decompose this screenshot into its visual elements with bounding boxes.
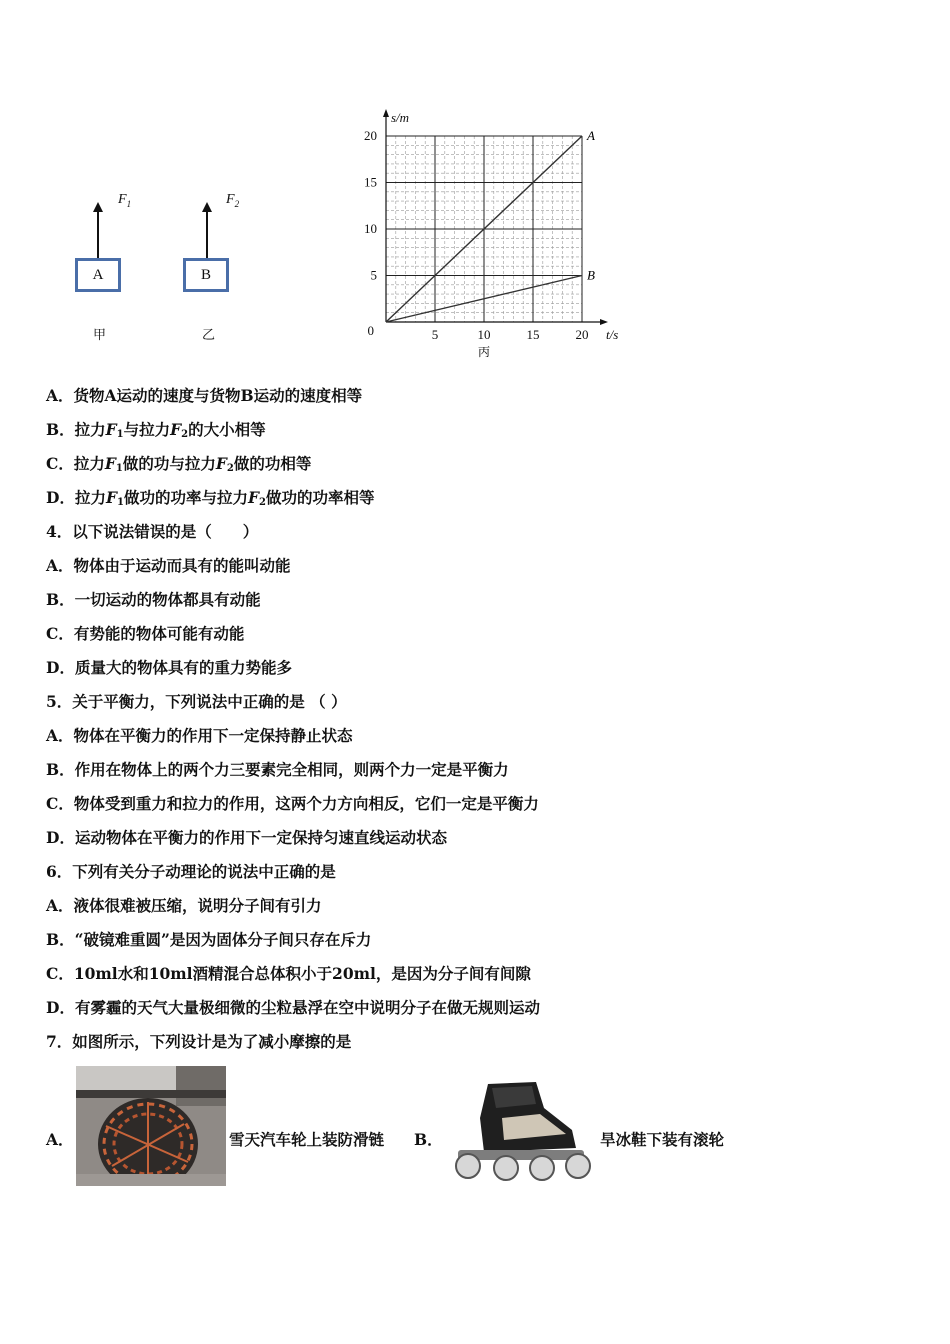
y-tick-label: 10 bbox=[364, 221, 377, 236]
series-label-b: B bbox=[587, 267, 595, 283]
q6-stem: 6．下列有关分子动理论的说法中正确的是 bbox=[46, 862, 336, 881]
q6-option-b: B．“破镜难重圆”是因为固体分子间只存在斥力 bbox=[46, 930, 372, 949]
force-label-f2: $F_2$ bbox=[226, 192, 240, 209]
y-tick-label: 5 bbox=[370, 267, 377, 283]
q4-option-a: A．物体由于运动而具有的能叫动能 bbox=[46, 556, 291, 575]
snow-chain-tire-photo bbox=[76, 1066, 226, 1186]
y-axis-label: s/m bbox=[391, 110, 410, 125]
series-label-a: A bbox=[587, 128, 595, 143]
q3-option-d: D．拉力$F_1$做功的功率与拉力$F_2$做功的功率相等 bbox=[46, 488, 375, 508]
y-tick-label: 20 bbox=[364, 128, 377, 143]
x-tick-label: 20 bbox=[575, 327, 589, 342]
caption-jia: 甲 bbox=[93, 328, 107, 343]
box-b: B bbox=[183, 258, 229, 292]
force-arrows bbox=[70, 190, 270, 310]
force-arrowhead-f2 bbox=[202, 202, 212, 212]
st-chart bbox=[355, 105, 645, 365]
q5-option-b: B．作用在物体上的两个力三要素完全相同，则两个力一定是平衡力 bbox=[46, 760, 509, 779]
q3-option-b: B．拉力$F_1$与拉力$F_2$的大小相等 bbox=[46, 420, 266, 440]
q3-option-c: C．拉力$F_1$做的功与拉力$F_2$做的功相等 bbox=[46, 454, 312, 474]
q7-option-b-label: B． bbox=[414, 1130, 443, 1149]
x-tick-label: 5 bbox=[431, 327, 439, 342]
q4-stem: 4．以下说法错误的是（ ） bbox=[46, 522, 259, 541]
q6-option-d: D．有雾霾的天气大量极细微的尘粒悬浮在空中说明分子在做无规则运动 bbox=[46, 998, 540, 1017]
x-tick-label: 10 bbox=[477, 327, 491, 342]
q5-option-a: A．物体在平衡力的作用下一定保持静止状态 bbox=[46, 726, 353, 745]
q4-option-c: C．有势能的物体可能有动能 bbox=[46, 624, 245, 643]
q4-option-d: D．质量大的物体具有的重力势能多 bbox=[46, 658, 292, 677]
x-tick-label: 15 bbox=[526, 327, 540, 342]
force-label-f1: $F_1$ bbox=[118, 192, 132, 209]
q5-stem: 5．关于平衡力，下列说法中正确的是 （ ） bbox=[46, 692, 347, 711]
origin-label: 0 bbox=[367, 323, 374, 338]
x-axis-arrow bbox=[600, 319, 608, 325]
x-axis-label: t/s bbox=[606, 327, 619, 342]
q7-option-a-label: A． bbox=[46, 1130, 74, 1149]
q6-option-a: A．液体很难被压缩，说明分子间有引力 bbox=[46, 896, 322, 915]
q7-option-a-text: 雪天汽车轮上装防滑链 bbox=[229, 1130, 385, 1149]
chart-caption: 丙 bbox=[477, 345, 491, 359]
q7-stem: 7．如图所示，下列设计是为了减小摩擦的是 bbox=[46, 1032, 352, 1051]
q3-option-a: A．货物A运动的速度与货物B运动的速度相等 bbox=[46, 386, 363, 405]
q4-option-b: B．一切运动的物体都具有动能 bbox=[46, 590, 261, 609]
box-a: A bbox=[75, 258, 121, 292]
q7-option-b-text: 旱冰鞋下装有滚轮 bbox=[600, 1130, 725, 1149]
q5-option-c: C．物体受到重力和拉力的作用，这两个力方向相反，它们一定是平衡力 bbox=[46, 794, 539, 813]
caption-yi: 乙 bbox=[202, 328, 216, 343]
y-tick-label: 15 bbox=[364, 174, 377, 190]
q5-option-d: D．运动物体在平衡力的作用下一定保持匀速直线运动状态 bbox=[46, 828, 447, 847]
q6-option-c: C．10ml水和10ml酒精混合总体积小于20ml，是因为分子间有间隙 bbox=[46, 964, 531, 983]
force-arrowhead-f1 bbox=[93, 202, 103, 212]
inline-skate-photo bbox=[444, 1078, 596, 1182]
y-axis-arrow bbox=[383, 109, 389, 117]
